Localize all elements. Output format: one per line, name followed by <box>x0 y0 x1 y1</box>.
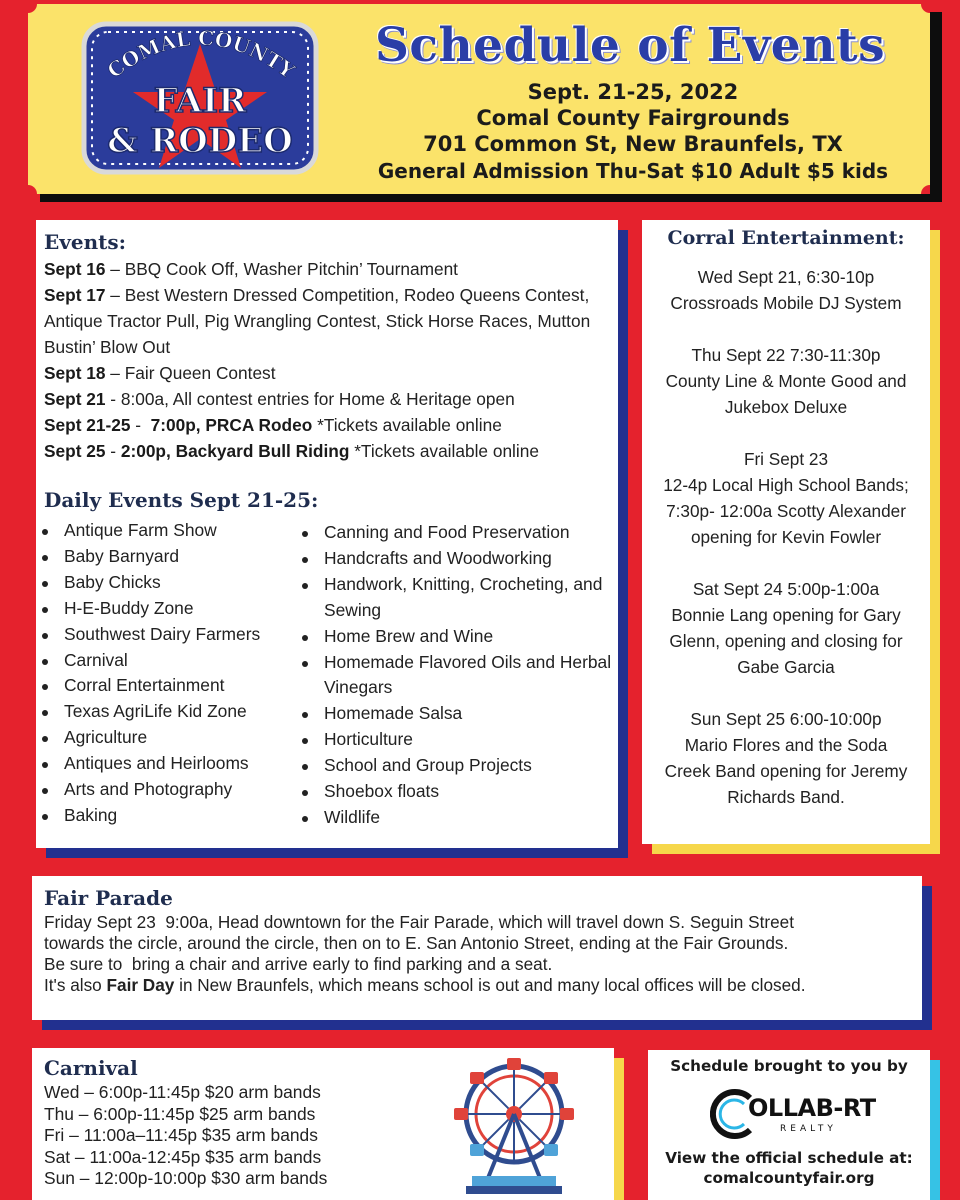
sponsor-panel <box>648 1050 930 1200</box>
corral-line: Mario Flores and the Soda <box>684 735 888 755</box>
corral-line: Sat Sept 24 5:00p-1:00a <box>692 579 880 599</box>
corral-line: 7:30p- 12:00a Scotty Alexander <box>666 501 906 521</box>
logo-line2: FAIR <box>153 81 247 121</box>
parade-heading: Fair Parade <box>44 886 173 910</box>
event-item: Sept 18 – Fair Queen Contest <box>44 363 276 383</box>
corner-notch <box>28 4 37 13</box>
corral-line: Crossroads Mobile DJ System <box>670 293 902 313</box>
daily-event-item: Southwest Dairy Farmers <box>42 622 297 648</box>
corner-notch <box>921 185 930 194</box>
corral-panel <box>642 220 930 844</box>
event-item: Sept 21 - 8:00a, All contest entries for Home & Heritage open <box>44 389 515 409</box>
logo-line3: & RODEO <box>107 121 293 161</box>
daily-event-item: Corral Entertainment <box>42 673 297 699</box>
daily-event-item: Agriculture <box>42 725 297 751</box>
corral-line: Creek Band opening for Jeremy <box>664 761 908 781</box>
page-title: Schedule of Events <box>374 18 886 73</box>
corral-day-block <box>642 342 930 420</box>
daily-event-item: Handwork, Knitting, Crocheting, and Sewing <box>302 572 612 624</box>
corral-heading: Corral Entertainment: <box>667 227 905 249</box>
corner-notch <box>28 185 37 194</box>
corral-line: 12-4p Local High School Bands; <box>663 475 909 495</box>
daily-event-item: Horticulture <box>302 727 612 753</box>
corral-day-block <box>642 446 930 550</box>
daily-events-heading: Daily Events Sept 21-25: <box>44 488 319 512</box>
event-address: 701 Common St, New Braunfels, TX <box>423 132 843 156</box>
parade-line: It's also Fair Day in New Braunfels, which means school is out and many local offices will be closed. <box>44 975 806 995</box>
events-list <box>44 256 610 464</box>
daily-event-item: School and Group Projects <box>302 753 612 779</box>
carnival-heading: Carnival <box>44 1056 138 1080</box>
carnival-day-line: Sun – 12:00p-10:00p $30 arm bands <box>44 1168 328 1188</box>
official-schedule-link[interactable]: comalcountyfair.org <box>703 1169 875 1187</box>
daily-event-item: Handcrafts and Woodworking <box>302 546 612 572</box>
fair-rodeo-logo <box>80 14 320 179</box>
parade-panel <box>32 876 922 1020</box>
daily-event-item: H-E-Buddy Zone <box>42 596 297 622</box>
corral-day-block <box>642 264 930 316</box>
event-dates: Sept. 21-25, 2022 <box>527 80 739 104</box>
logo-line1: COMAL COUNTY <box>102 25 300 84</box>
event-item: Sept 25 - 2:00p, Backyard Bull Riding *Tickets available online <box>44 441 539 461</box>
daily-event-item: Home Brew and Wine <box>302 624 612 650</box>
daily-event-item: Antiques and Heirlooms <box>42 751 297 777</box>
corral-line: Bonnie Lang opening for Gary <box>671 605 901 625</box>
corral-line: Sun Sept 25 6:00-10:00p <box>690 709 882 729</box>
corral-schedule <box>642 264 930 810</box>
carnival-day-line: Fri – 11:00a–11:45p $35 arm bands <box>44 1125 318 1145</box>
daily-events-col2 <box>302 520 612 831</box>
daily-events-col1 <box>42 518 297 829</box>
daily-event-item: Shoebox floats <box>302 779 612 805</box>
daily-event-item: Canning and Food Preservation <box>302 520 612 546</box>
corral-line: Thu Sept 22 7:30-11:30p <box>691 345 881 365</box>
daily-event-item: Antique Farm Show <box>42 518 297 544</box>
daily-event-item: Carnival <box>42 648 297 674</box>
corral-day-block <box>642 706 930 810</box>
event-item: Sept 16 – BBQ Cook Off, Washer Pitchin’ Tournament <box>44 259 458 279</box>
carnival-panel <box>32 1048 614 1200</box>
header-banner <box>28 4 930 194</box>
corral-line: Fri Sept 23 <box>743 449 829 469</box>
official-schedule-label: View the official schedule at: <box>665 1149 913 1167</box>
event-item: Sept 17 – Best Western Dressed Competition, Rodeo Queens Contest, Antique Tractor Pull, Pig Wrangling Contest, Stick Horse Races, Mutton Bustin’ Blow Out <box>44 285 591 357</box>
admission-info: General Admission Thu-Sat $10 Adult $5 kids <box>377 159 889 183</box>
parade-line: Be sure to bring a chair and arrive early to find parking and a seat. <box>44 954 553 974</box>
logo-sub-text: REALTY <box>780 1124 837 1134</box>
corral-line: opening for Kevin Fowler <box>690 527 882 547</box>
parade-line: Friday Sept 23 9:00a, Head downtown for the Fair Parade, which will travel down S. Seguin Street <box>44 912 794 932</box>
daily-event-item: Baking <box>42 803 297 829</box>
daily-event-item: Homemade Flavored Oils and Herbal Vinegars <box>302 650 612 702</box>
events-panel <box>36 220 618 848</box>
collab-rt-logo <box>648 1082 930 1148</box>
event-venue: Comal County Fairgrounds <box>476 106 790 130</box>
corner-notch <box>921 4 930 13</box>
corral-line: Jukebox Deluxe <box>724 397 848 417</box>
logo-main-text: OLLAB-RT <box>748 1094 876 1122</box>
event-item: Sept 21-25 - 7:00p, PRCA Rodeo *Tickets available online <box>44 415 502 435</box>
carnival-day-line: Wed – 6:00p-11:45p $20 arm bands <box>44 1082 321 1102</box>
corral-line: Gabe Garcia <box>737 657 835 677</box>
corral-line: Richards Band. <box>727 787 845 807</box>
carnival-day-line: Thu – 6:00p-11:45p $25 arm bands <box>44 1103 316 1124</box>
corral-line: County Line & Monte Good and <box>665 371 907 391</box>
events-heading: Events: <box>44 230 127 254</box>
sponsor-intro: Schedule brought to you by <box>670 1057 908 1075</box>
daily-event-item: Texas AgriLife Kid Zone <box>42 699 297 725</box>
parade-line: towards the circle, around the circle, then on to E. San Antonio Street, ending at the Fair Grounds. <box>44 933 789 953</box>
ferris-wheel-icon <box>452 1056 582 1196</box>
daily-event-item: Baby Barnyard <box>42 544 297 570</box>
daily-event-item: Baby Chicks <box>42 570 297 596</box>
daily-event-item: Wildlife <box>302 805 612 831</box>
daily-event-item: Arts and Photography <box>42 777 297 803</box>
corral-line: Wed Sept 21, 6:30-10p <box>697 267 875 287</box>
carnival-day-line: Sat – 11:00a-12:45p $35 arm bands <box>44 1146 322 1167</box>
corral-day-block <box>642 576 930 680</box>
daily-event-item: Homemade Salsa <box>302 701 612 727</box>
corral-line: Glenn, opening and closing for <box>669 631 903 651</box>
